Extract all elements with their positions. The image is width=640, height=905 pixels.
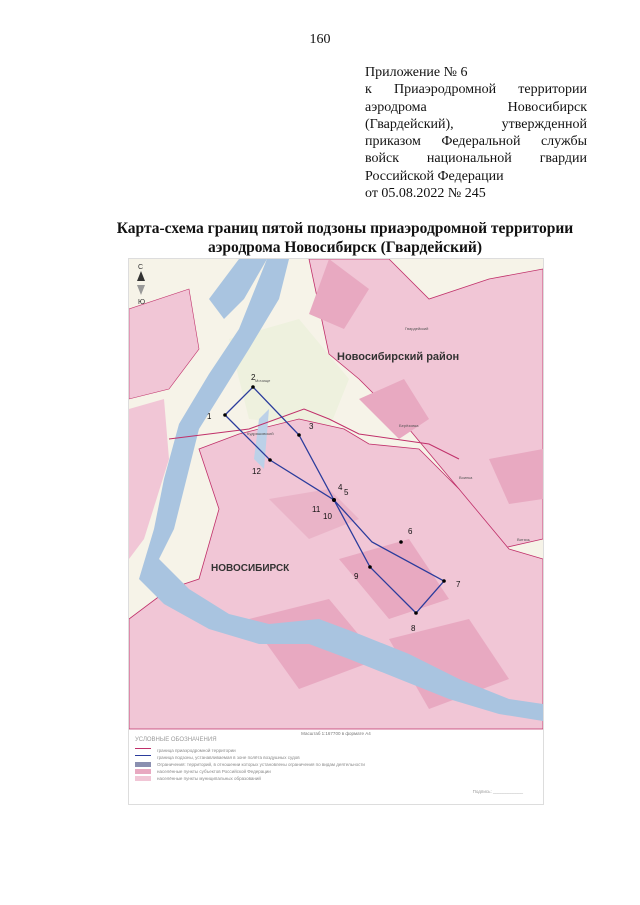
appendix-line: от 05.08.2022 № 245 [365,186,486,202]
legend-item [135,747,236,754]
appendix-note [365,64,587,202]
point-label: 4 [338,483,343,492]
legend-text: граница приаэродромной территории [157,748,236,753]
boundary-point [223,413,227,417]
legend-text: населённые пункты муниципальных образований [157,776,261,781]
legend-item [135,775,261,782]
appendix-line: Приложение № 6 [365,65,468,80]
place-label: Воинка [459,475,473,480]
legend-title: УСЛОВНЫЕ ОБОЗНАЧЕНИЯ [135,737,217,743]
legend-text: Ограничения: территорий, в отношении которых установлены ограничения по видам деятельности [157,762,365,767]
scale-note: Масштаб 1:167700 в формате А4 [301,731,371,736]
appendix-line: к Приаэродромной территории [365,82,587,98]
legend-swatch [135,762,151,767]
page-number: 160 [309,32,331,47]
point-label: 1 [207,412,212,421]
legend-swatch [135,748,151,754]
signature-note: Подпись: ____________ [472,789,523,794]
compass-north: С [138,264,144,271]
point-label: 2 [251,373,256,382]
boundary-point [399,540,403,544]
district-label: Новосибирский район [337,351,460,363]
legend-swatch [135,769,151,774]
legend-swatch [135,755,151,761]
boundary-point [251,385,255,389]
point-label: 5 [344,488,349,497]
boundary-point [442,579,446,583]
point-label: 7 [456,580,461,589]
map-title [110,219,580,257]
place-label: Берёзовка [399,423,419,428]
boundary-point [332,498,336,502]
appendix-line: Российской Федерации [365,168,504,184]
boundary-point [297,433,301,437]
appendix-line: приказом Федеральной службы [365,134,587,150]
map-title-line: Карта-схема границ пятой подзоны приаэродромной территории [116,220,574,237]
appendix-line: аэродрома Новосибирск [365,99,587,115]
place-label: Кудряшовский [247,431,274,436]
city-label: НОВОСИБИРСК [211,563,290,574]
point-label: 10 [323,512,332,521]
point-label: 9 [354,572,359,581]
legend-item [135,754,300,761]
point-label: 6 [408,527,413,536]
point-label: 8 [411,624,416,633]
point-label: 11 [312,505,321,514]
point-label: 3 [309,422,314,431]
legend-item [135,768,271,775]
boundary-point [368,565,372,569]
map-title-line: аэродрома Новосибирск (Гвардейский) [207,239,483,256]
legend-text: граница подзоны, устанавливаемая в зоне полёта воздушных судов [157,755,300,760]
place-label: Мочище [255,378,271,383]
boundary-point [414,611,418,615]
boundary-point [268,458,272,462]
appendix-line: (Гвардейский), утвержденной [365,116,587,132]
compass-south: Ю [138,299,146,306]
place-label: Витязь [517,537,530,542]
legend-swatch [135,776,151,781]
appendix-line: войск национальной гвардии [365,151,587,167]
legend-item [135,761,365,768]
map-frame [128,258,544,805]
point-label: 12 [252,467,261,476]
place-label: Гвардейский [405,326,429,331]
legend-text: населённые пункты субъектов Российской Федерации [157,769,271,774]
map-canvas [129,259,543,804]
